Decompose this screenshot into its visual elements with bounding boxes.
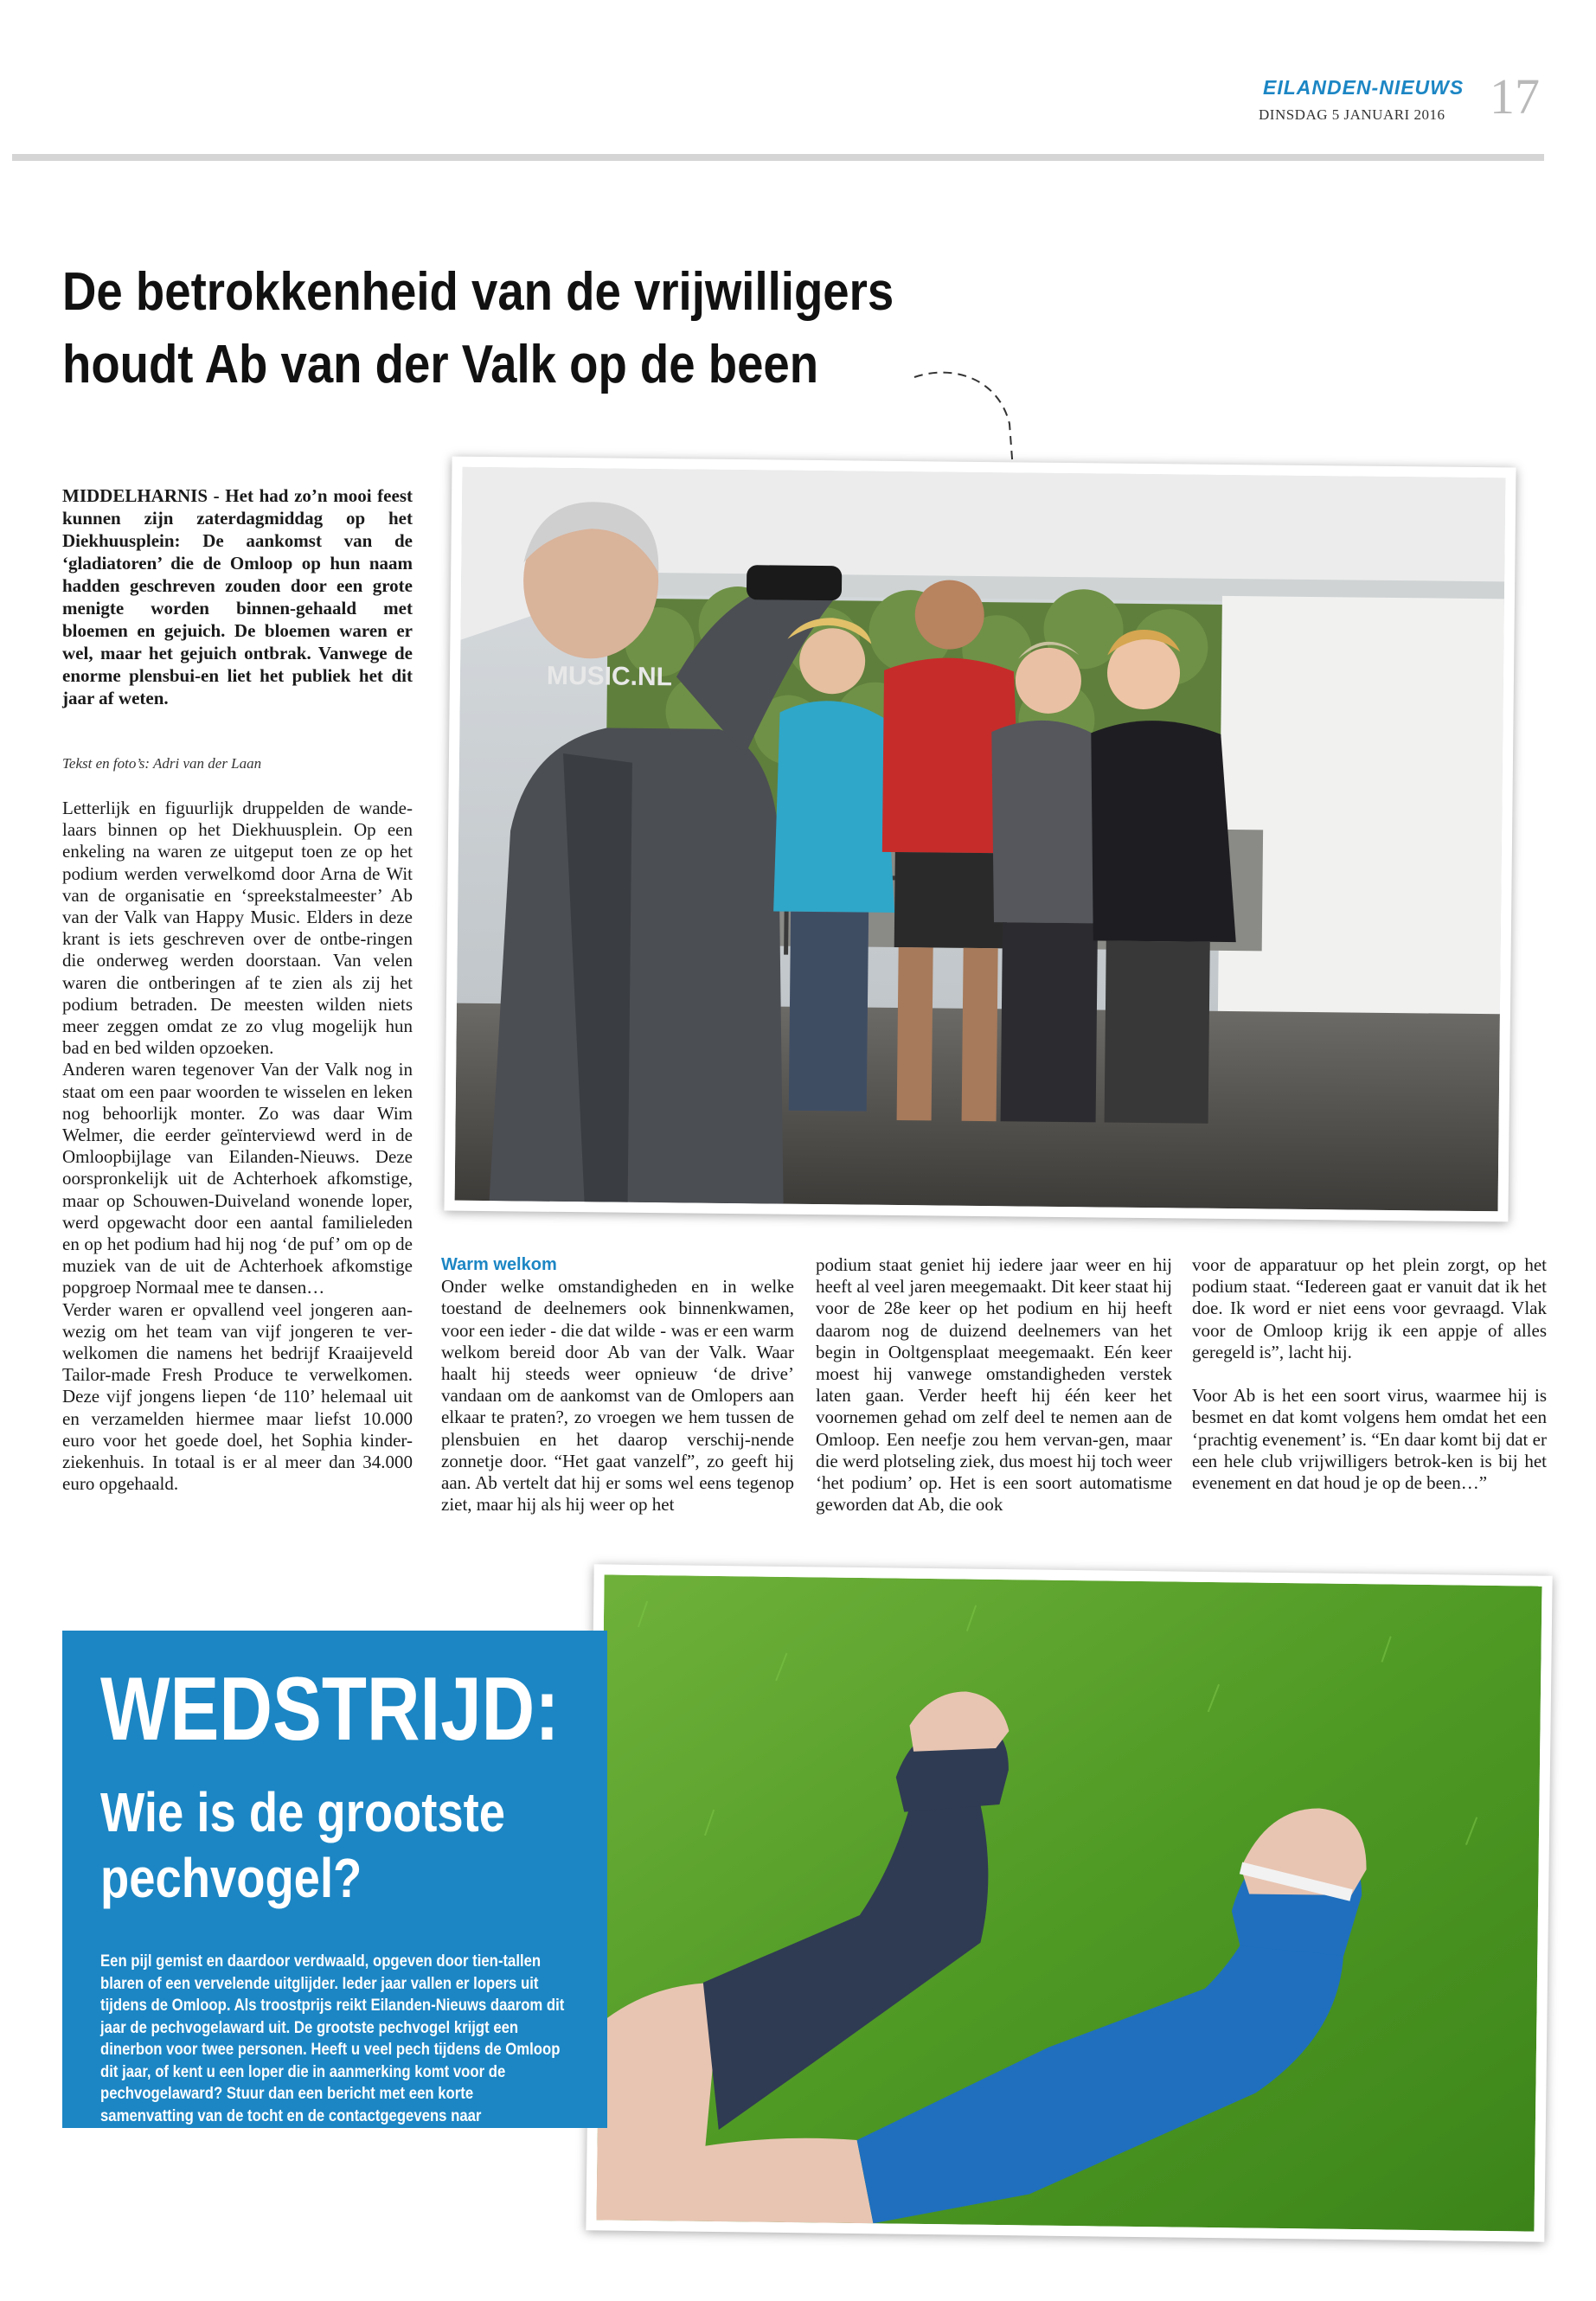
page-number: 17 [1490,68,1540,125]
issue-date: DINSDAG 5 JANUARI 2016 [1259,106,1445,123]
paragraph: Voor Ab is het een soort virus, waarmee hij is besmet en dat komt volgens hem omdat het een ‘prachtig evenement’ is. “En daar komt bij dat er een hele club vrijwilligers betrok-ken is bij het evenement en dat houd je op de been…” [1192,1385,1547,1494]
contest-title: WEDSTRIJD: [100,1659,560,1759]
article-column-3 [816,1254,1172,1516]
paragraph-spacer [1192,1363,1547,1385]
article-column-4 [1192,1254,1547,1494]
contest-box [62,1631,607,2147]
article-lead: MIDDELHARNIS - Het had zo’n mooi feest kunnen zijn zaterdagmiddag op het Diekhuusplein: De aankomst van de ‘gladiatoren’ die de Omloop op hun naam hadden geschreven zouden door een grote menigte worden binnen-gehaald met bloemen en gejuich. De bloemen waren er wel, maar het gejuich ontbrak. Vanwege de enorme plensbui-en liet het publiek het dit jaar af weten. [62,485,413,708]
jacket-print: MUSIC.NL [546,661,673,692]
paragraph: voor de apparatuur op het plein zorgt, op het podium staat. “Iedereen gaat er vanuit dat ik het doe. Ik word er niet eens voor gevraagd. Vlak voor de Omloop krijg ik een appje of alles geregeld is”, lacht hij. [1192,1254,1547,1362]
article-headline [62,256,900,401]
paragraph: Anderen waren tegenover Van der Valk nog in staat om een paar woorden te wisselen en leken nog behoorlijk monter. Zo was daar Wim Welmer, die eerder geïnterviewd werd in de Omloopbijlage van Eilanden-Nieuws. Deze oorspronkelijk uit de Achterhoek afkomstige, maar op Schouwen-Duiveland wonende loper, werd opgewacht door een aantal familieleden en op het podium had hij nog ‘de puf’ om op de muziek van de uit de Achterhoek afkomstige popgroep Normaal mee te dansen… [62,1059,413,1298]
photo-legs-in-casts [586,1564,1552,2241]
header-rule [12,154,1544,161]
photo-podium-welcome [444,457,1516,1222]
masthead-logo: EILANDEN-NIEUWS [1263,76,1465,99]
paragraph: Verder waren er opvallend veel jongeren aan-wezig om het team van vijf jongeren te ver-welkomen die namens het bedrijf Kraaijeveld Tailor-made Fresh Produce te verwelkomen. Deze vijf jongens liepen ‘de 110’ helemaal uit en verzamelden hiermee maar liefst 10.000 euro voor het goede doel, het Sophia kinder-ziekenhuis. In totaal is er al meer dan 34.000 euro opgehaald. [62,1298,413,1495]
contest-subtitle: Wie is de grootste pechvogel? [100,1781,506,1909]
section-subhead: Warm welkom [441,1255,557,1274]
headline-line-2: houdt Ab van der Valk op de been [62,335,819,394]
headline-line-1: De betrokkenheid van de vrijwilligers [62,262,894,322]
contest-body: Een pijl gemist en daardoor verdwaald, opgeven door tien-tallen blaren of een vervelende uitglijder. Ieder jaar vallen er lopers uit tijdens de Omloop. Als troostprijs reikt Eilanden-Nieuws daarom dit jaar de pechvogelaward uit. De grootste pechvogel krijgt een dinerbon voor twee personen. Heeft u veel pech tijdens de Omloop dit jaar, of kent u een loper die in aanmerking komt voor de pechvogelaward? Stuur dan een bericht met een korte samenvatting van de tocht en de contactgegevens naar redactie@eilandennieuws.nl. [100,1952,565,2147]
paragraph: podium staat geniet hij iedere jaar weer en hij heeft al veel jaren meegemaakt. Dit keer staat hij voor de 28e keer op het podium en hij heeft daarom nog de duizend deelnemers van het begin in Ooltgensplaat meegemaakt. Eén keer moest hij vanwege omstandigheden verstek laten gaan. Verder heeft hij één keer het voornemen gehad om zelf deel te nemen aan de Omloop. Een neefje zou hem vervan-gen, maar die werd plotseling ziek, dus moest hij toch weer ‘het podium’ op. Het is een soort automatisme geworden dat Ab, die ook [816,1254,1172,1516]
photo-casts-image [596,1574,1542,2231]
photo-podium-image [455,467,1506,1212]
paragraph: Letterlijk en figuurlijk druppelden de wande-laars binnen op het Diekhuusplein. Op een enkeling na waren ze uitgeput toen ze op het podium werden verwelkomd door Arna de Wit van de organisatie en ‘spreekstalmeester’ Ab van der Valk van Happy Music. Elders in deze krant is iets geschreven over de ontbe-ringen die onderweg werden doorstaan. Van velen waren die ontberingen af te zien als zij het podium betraden. De meesten wilden niets meer zeggen omdat ze zo vlug mogelijk hun bad en bed wilden opzoeken. [62,798,413,1059]
article-column-1 [62,798,413,1496]
article-column-2 [441,1254,794,1516]
paragraph: Onder welke omstandigheden en in welke toestand de deelnemers ook binnenkwamen, voor een ieder - die dat wilde - was er een warm welkom bereid door Ab van der Valk. Waar haalt hij steeds weer opnieuw ‘de drive’ vandaan om de aankomst van de Omlopers aan elkaar te praten?, zo vroegen we hem tussen de plensbuien en het daarop verschij-nende zonnetje door. “Het gaat vanzelf”, zo geeft hij aan. Ab vertelt dat hij er soms wel eens tegenop ziet, maar hij als hij weer op het [441,1276,794,1516]
photo-credit: Tekst en foto’s: Adri van der Laan [62,755,262,772]
